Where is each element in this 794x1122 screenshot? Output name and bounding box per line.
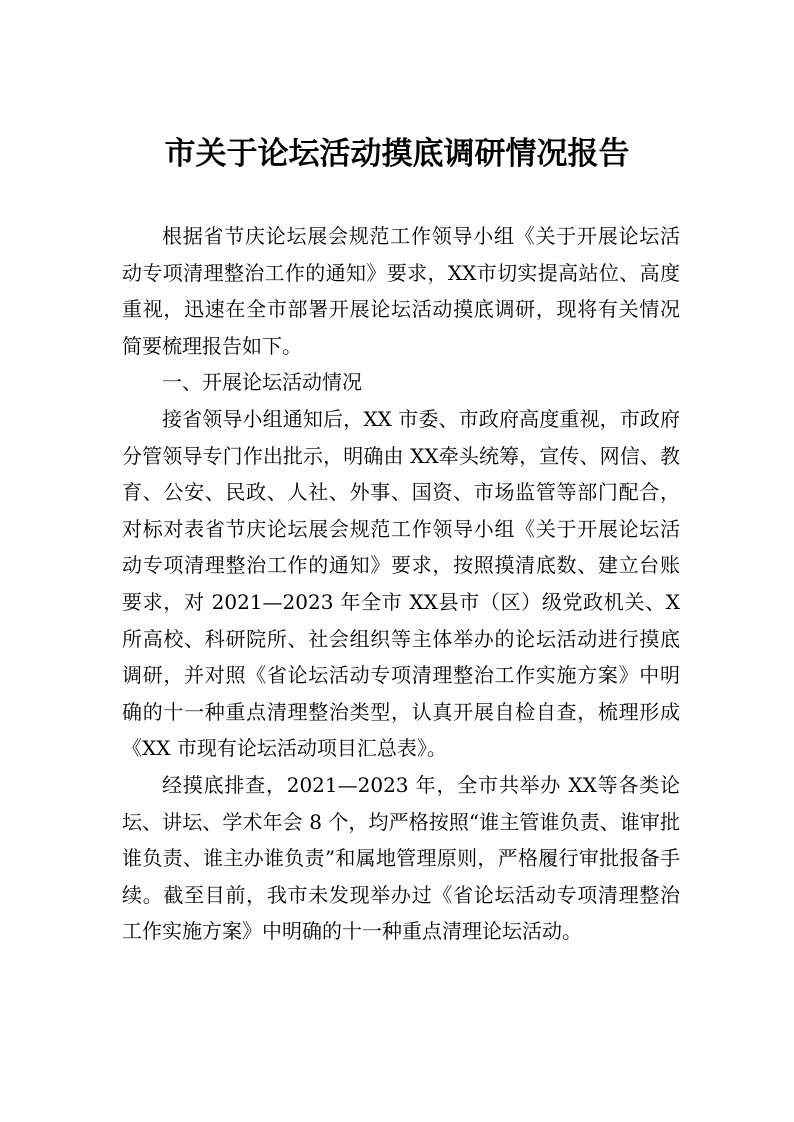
section-heading-1: 一、开展论坛活动情况 (162, 370, 362, 395)
intro-paragraph: 根据省节庆论坛展会规范工作领导小组《关于开展论坛活动专项清理整治工作的通知》要求，XX市切实提高站位、高度重视，迅速在全市部署开展论坛活动摸底调研，现将有关情况简要梳理报告如下。 (122, 224, 680, 358)
document-title: 市关于论坛活动摸底调研情况报告 (164, 136, 630, 172)
body-paragraph-1: 接省领导小组通知后，XX 市委、市政府高度重视，市政府分管领导专门作出批示，明确由 XX牵头统筹，宣传、网信、教育、公安、民政、人社、外事、国资、市场监管等部门配合，对标对表省节庆论坛展会规范工作领导小组《关于开展论坛活动专项清理整治工作的通知》要求，按照摸清底数、建立台账要求，对 2021—2023 年全市 XX县市（区）级党政机关、X所高校、科研院所、社会组织等主体举办的论坛活动进行摸底调研，并对照《省论坛活动专项清理整治工作实施方案》中明确的十一种重点清理整治类型，认真开展自检自查，梳理形成《XX 市现有论坛活动项目汇总表》。 (122, 406, 680, 761)
body-paragraph-2: 经摸底排查，2021—2023 年，全市共举办 XX等各类论坛、讲坛、学术年会 8 个，均严格按照“谁主管谁负责、谁审批谁负责、谁主办谁负责”和属地管理原则，严格履行审批报备手续。截至目前，我市未发现举办过《省论坛活动专项清理整治工作实施方案》中明确的十一种重点清理论坛活动。 (122, 772, 680, 944)
document-body (122, 218, 680, 950)
